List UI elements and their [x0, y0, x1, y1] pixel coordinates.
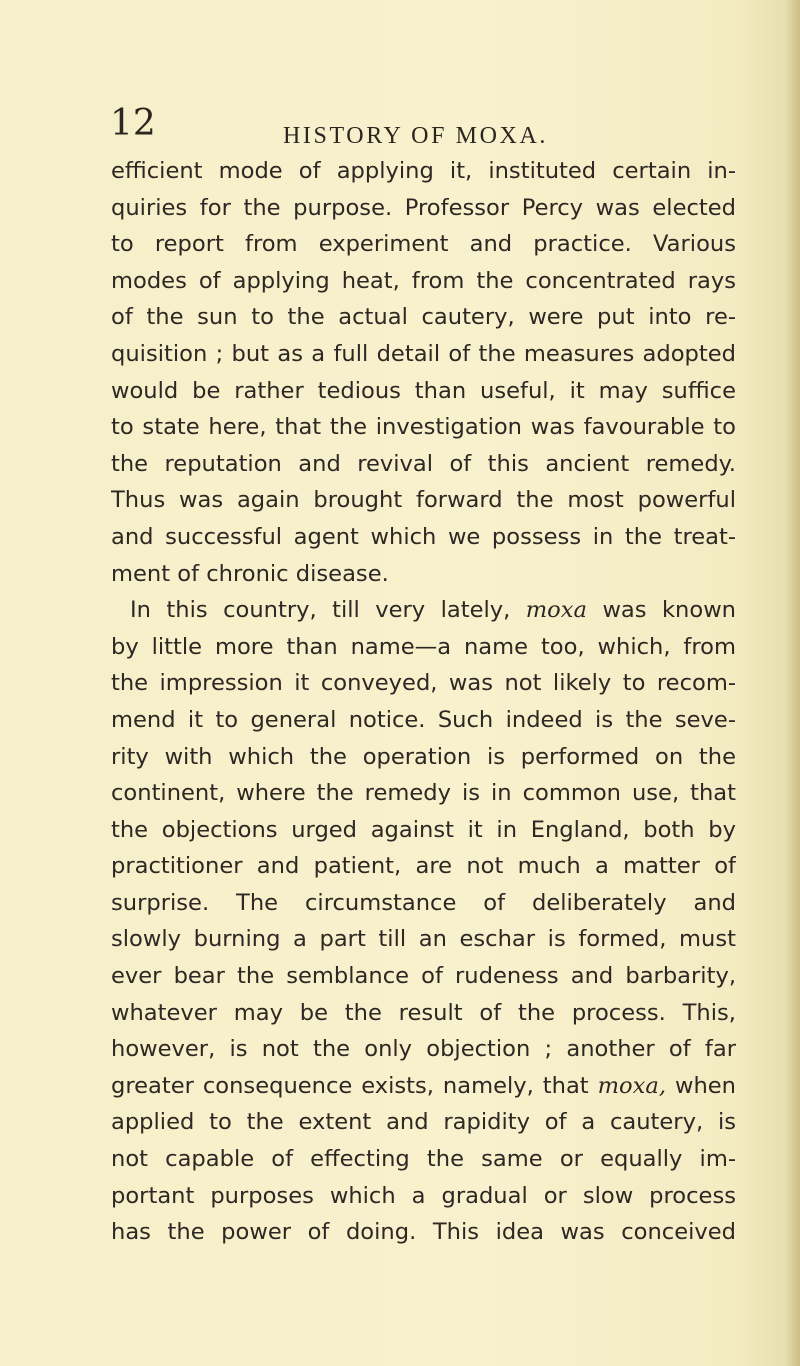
text-line: the impression it conveyed, was not likely to recom-: [111, 670, 736, 697]
text-line: quiries for the purpose. Professor Percy was elected: [111, 194, 736, 221]
text-line: not capable of effecting the same or equally im-: [111, 1146, 736, 1173]
page-edge-shadow: [786, 0, 800, 1366]
text-line: would be rather tedious than useful, it may suffice: [111, 377, 736, 404]
text-line: mend it to general notice. Such indeed is the seve-: [111, 706, 736, 733]
text-line: rity with which the operation is performed on the: [111, 743, 736, 770]
page-number: 12: [110, 103, 156, 144]
text-segment: In this country, till very lately,: [130, 597, 511, 624]
text-line: however, is not the only objection ; another of far: [111, 1036, 736, 1063]
text-line: and successful agent which we possess in the treat-: [111, 523, 736, 550]
text-line: [111, 592, 736, 629]
text-line: surprise. The circumstance of deliberately and: [111, 889, 736, 916]
text-line: quisition ; but as a full detail of the measures adopted: [111, 340, 736, 367]
text-line: the objections urged against it in England, both by: [111, 816, 736, 843]
text-line: slowly burning a part till an eschar is formed, must: [111, 926, 736, 953]
text-line: efficient mode of applying it, instituted certain in-: [111, 158, 736, 184]
text-segment: greater consequence exists, namely, that: [111, 1072, 589, 1099]
text-line: applied to the extent and rapidity of a cautery, is: [111, 1109, 736, 1136]
text-line: ever bear the semblance of rudeness and barbarity,: [111, 963, 736, 990]
text-line: ment of chronic disease.: [111, 560, 389, 587]
text-line: has the power of doing. This idea was conceived: [111, 1219, 736, 1246]
text-line: practitioner and patient, are not much a matter of: [111, 853, 736, 880]
text-segment: when: [674, 1072, 736, 1099]
text-segment: was known: [602, 597, 736, 624]
text-line: portant purposes which a gradual or slow process: [111, 1182, 736, 1209]
text-line: modes of applying heat, from the concentrated rays: [111, 267, 736, 294]
text-line: to state here, that the investigation was favourable to: [111, 414, 736, 441]
body-text: [111, 153, 736, 1251]
text-line: [111, 1068, 736, 1105]
text-line: continent, where the remedy is in common use, that: [111, 780, 736, 807]
text-line: the reputation and revival of this ancient remedy.: [111, 450, 736, 477]
text-line: of the sun to the actual cautery, were put into re-: [111, 304, 736, 331]
text-line: by little more than name—a name too, which, from: [111, 633, 736, 660]
text-line: Thus was again brought forward the most powerful: [111, 487, 736, 514]
running-head: HISTORY OF MOXA.: [283, 123, 548, 149]
italic-term: moxa: [525, 597, 587, 624]
text-line: to report from experiment and practice. Various: [111, 231, 736, 258]
text-line: whatever may be the result of the process. This,: [111, 999, 736, 1026]
italic-term: moxa,: [597, 1072, 667, 1099]
